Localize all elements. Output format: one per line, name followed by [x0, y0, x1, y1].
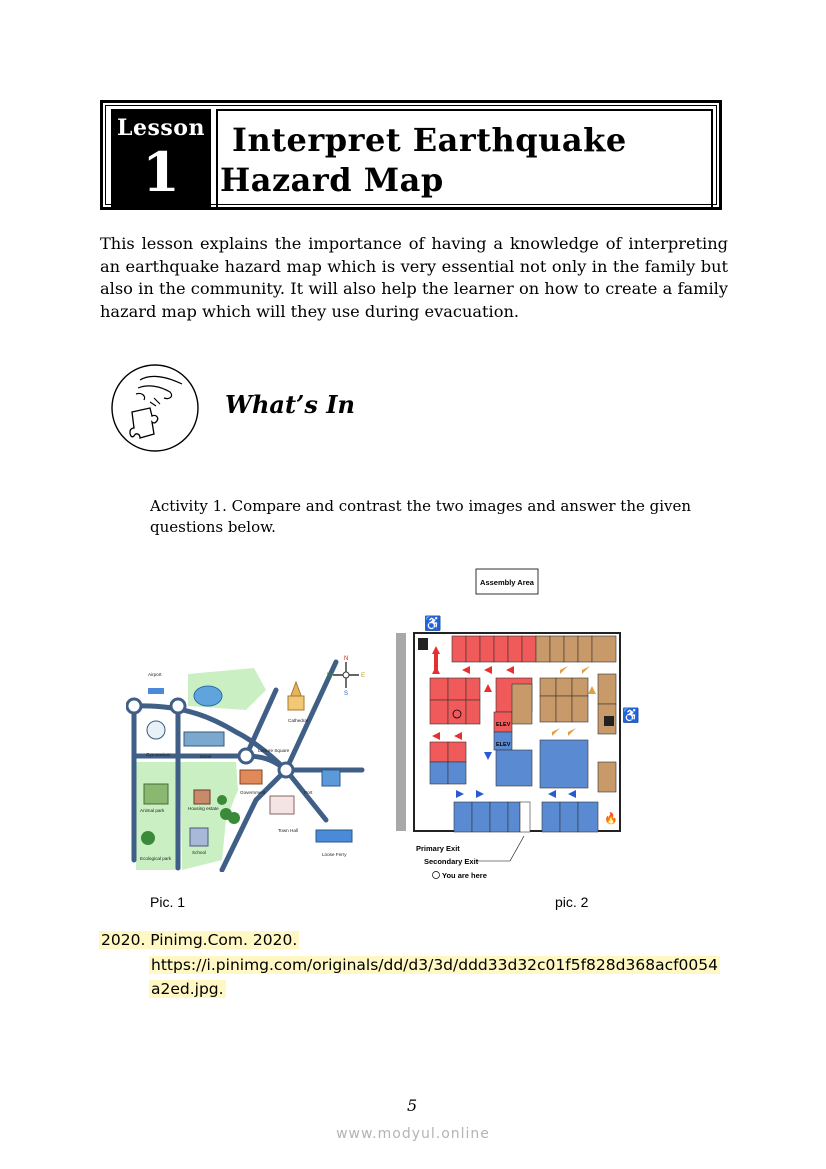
city-map-image: [126, 650, 366, 872]
lesson-number: 1: [142, 140, 180, 204]
fire-icon: 🔥: [604, 813, 618, 825]
school-label: School: [192, 850, 207, 855]
compass-s-label: S: [344, 691, 349, 697]
elevator-label: ELEV: [496, 722, 511, 728]
motel-building: [184, 732, 224, 746]
compass-e-label: E: [361, 673, 366, 679]
primary-exit-label: Primary Exit: [416, 844, 460, 853]
lesson-title-box: [216, 109, 713, 209]
assembly-area-label: Assembly Area: [480, 578, 534, 587]
lesson-label: Lesson: [117, 115, 205, 141]
airport-label: Airport: [148, 672, 162, 677]
gymnasium-label: Gymnasium: [146, 752, 171, 757]
citation-line1: 2020. Pinimg.Com. 2020.: [101, 931, 298, 949]
wheelchair-icon: ♿: [424, 615, 442, 631]
puzzle-hand-icon: [110, 362, 200, 454]
ecological-park-label: Ecological park: [140, 856, 172, 861]
elevator-label: ELEV: [496, 742, 511, 748]
cathedral-label: Cathedral: [288, 718, 308, 723]
animal-park-label: Animal park: [140, 808, 165, 813]
pic2-caption: pic. 2: [555, 894, 589, 910]
town-hall-building: [270, 796, 294, 814]
government-building: [240, 770, 262, 784]
compass-n-label: N: [344, 656, 349, 662]
lesson-header: [100, 100, 722, 210]
lesson-title-line1: Interpret Earthquake: [232, 121, 627, 159]
watermark: www.modyul.online: [336, 1126, 490, 1142]
port-label: Port: [304, 790, 313, 795]
housing-building: [194, 790, 210, 804]
exit-sign-icon: [604, 716, 614, 726]
outside-strip: [396, 633, 406, 831]
housing-estate-label: Housing estate: [188, 806, 219, 811]
evacuation-map-image: [392, 566, 642, 886]
secondary-exit-label: Secondary Exit: [424, 857, 479, 866]
pic1-caption: Pic. 1: [150, 894, 186, 910]
citation-url[interactable]: https://i.pinimg.com/originals/dd/d3/3d/ddd33d32c01f5f828d368acf0054: [151, 956, 718, 974]
animal-park-area: [136, 762, 178, 870]
town-hall-label: Town Hall: [278, 828, 298, 833]
port-crane: [322, 770, 340, 786]
lesson-number-box: [111, 109, 211, 209]
lesson-title-line2: Hazard Map: [220, 161, 444, 199]
intro-paragraph: This lesson explains the importance of having a knowledge of interpreting an earthquake hazard map which is very essential not only in the family but also in the community. It will also help the learner on how to create a family hazard map which will they use during evacuation.: [100, 234, 728, 321]
ferry-boat: [316, 830, 352, 842]
school-building: [190, 828, 208, 846]
stairs-icon: [520, 802, 530, 832]
motel-label: Motel: [200, 754, 212, 759]
gymnasium-building: [147, 721, 165, 739]
animal-park-icon: [144, 784, 168, 804]
wheelchair-icon: ♿: [622, 707, 640, 723]
loose-ferry-label: Loose Ferry: [322, 852, 347, 857]
cathedral-building: [288, 696, 304, 710]
citation-url-continued[interactable]: a2ed.jpg.: [151, 980, 224, 998]
government-label: Government: [240, 790, 266, 795]
exit-sign-icon: [418, 638, 428, 650]
activity-instructions: Activity 1. Compare and contrast the two images and answer the given questions below.: [150, 497, 692, 536]
section-title: What’s In: [225, 390, 355, 419]
leisure-square-label: Leisure Square: [258, 748, 290, 753]
you-are-here-label: You are here: [442, 871, 487, 880]
page-number: 5: [407, 1096, 418, 1115]
airplane-icon: [148, 688, 164, 694]
compass-w-label: W: [327, 673, 333, 679]
building-outline: [414, 633, 620, 831]
